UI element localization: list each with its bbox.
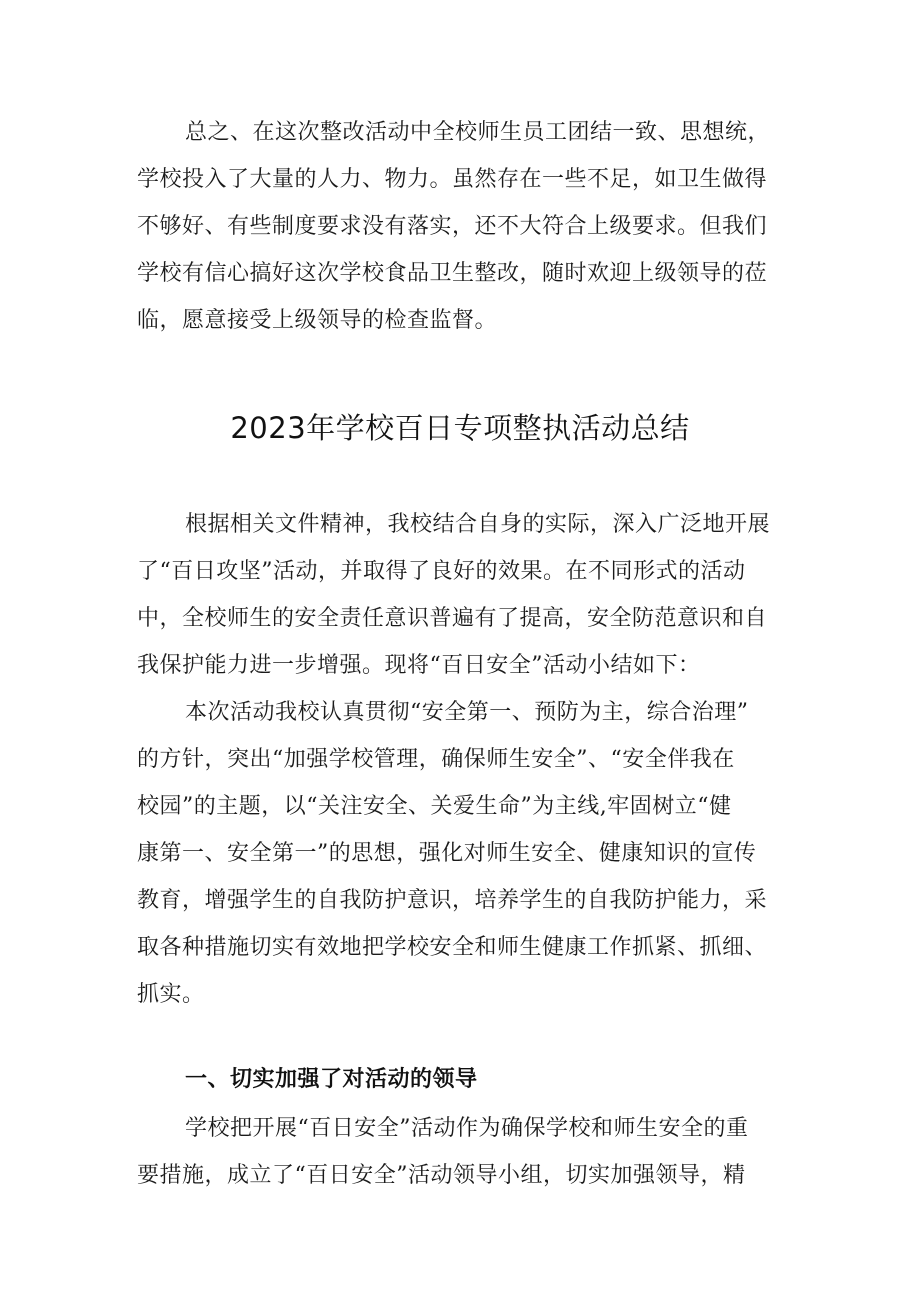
paragraph-line: 根据相关文件精神，我校结合自身的实际，深入广泛地开展 bbox=[185, 512, 771, 537]
paragraph-line: 要措施，成立了“百日安全”活动领导小组，切实加强领导，精 bbox=[137, 1163, 746, 1188]
paragraph-line: 本次活动我校认真贯彻“安全第一、预防为主，综合治理” bbox=[185, 700, 749, 725]
leadership-paragraph bbox=[137, 1105, 789, 1199]
paragraph-line: 总之、在这次整改活动中全校师生员工团结一致、思想统， bbox=[185, 120, 771, 145]
paragraph-line: 临，愿意接受上级领导的检查监督。 bbox=[137, 308, 498, 333]
paragraph-line: 教育，增强学生的自我防护意识，培养学生的自我防护能力，采 bbox=[137, 888, 768, 913]
paragraph-line: 学校投入了大量的人力、物力。虽然存在一些不足，如卫生做得 bbox=[137, 167, 768, 192]
paragraph-line: 学校有信心搞好这次学校食品卫生整改，随时欢迎上级领导的莅 bbox=[137, 261, 768, 286]
paragraph-line: 康第一、安全第一”的思想，强化对师生安全、健康知识的宣传 bbox=[137, 841, 757, 866]
paragraph-line: 取各种措施切实有效地把学校安全和师生健康工作抓紧、抓细、 bbox=[137, 935, 768, 960]
paragraph-line: 学校把开展“百日安全”活动作为确保学校和师生安全的重 bbox=[185, 1116, 749, 1141]
paragraph-line: 中，全校师生的安全责任意识普遍有了提高，安全防范意识和自 bbox=[137, 606, 768, 631]
closing-paragraph bbox=[137, 109, 789, 344]
policy-paragraph bbox=[137, 689, 789, 1018]
paragraph-line: 我保护能力进一步增强。现将“百日安全”活动小结如下： bbox=[137, 653, 701, 678]
paragraph-line: 抓实。 bbox=[137, 982, 205, 1007]
document-title: 2023年学校百日专项整执活动总结 bbox=[230, 411, 690, 445]
paragraph-line: 了“百日攻坚”活动，并取得了良好的效果。在不同形式的活动 bbox=[137, 559, 746, 584]
paragraph-line: 不够好、有些制度要求没有落实，还不大符合上级要求。但我们 bbox=[137, 214, 768, 239]
paragraph-line: 校园”的主题，以“关注安全、关爱生命”为主线,牢固树立“健 bbox=[137, 794, 732, 819]
paragraph-line: 的方针，突出“加强学校管理，确保师生安全”、“安全伴我在 bbox=[137, 747, 735, 772]
intro-paragraph bbox=[137, 501, 789, 689]
section-heading: 一、切实加强了对活动的领导 bbox=[185, 1067, 478, 1092]
